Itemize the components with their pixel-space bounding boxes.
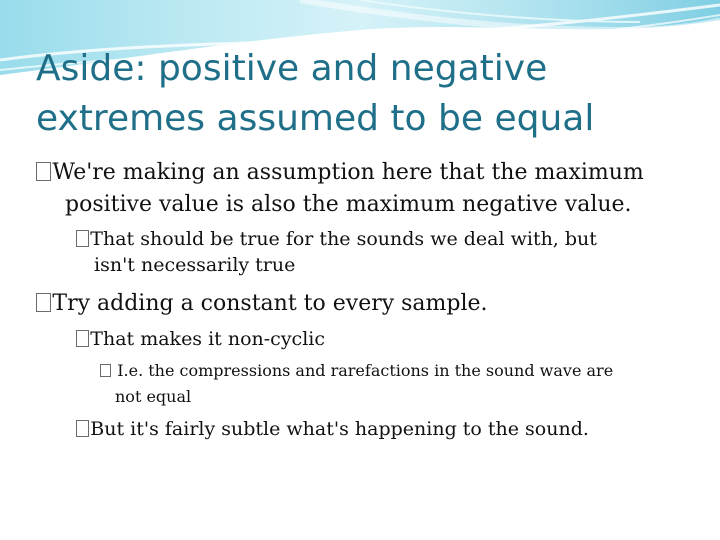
bullet-2: Try adding a constant to every sample. [36,288,488,320]
bullet-marker-icon [36,162,51,181]
bullet-marker-icon [76,330,89,346]
title-line-1: Aside: positive and negative [36,48,548,89]
title-line-2: extremes assumed to be equal [36,98,595,139]
bullet-1: We're making an assumption here that the maximum positive value is also the maximum negative value. [36,157,644,221]
bullet-2-sub-2: But it's fairly subtle what's happening to the sound. [76,416,589,442]
bullet-2-sub-1: That makes it non-cyclic [76,326,325,352]
bullet-marker-icon [100,364,111,378]
bullet-2-sub-sub-1: I.e. the compressions and rarefactions in the sound wave are not equal [100,358,613,410]
slide-title [36,44,696,144]
bullet-marker-icon [36,293,51,312]
bullet-marker-icon [76,420,89,436]
bullet-1-sub-1: That should be true for the sounds we deal with, but isn't necessarily true [76,226,597,278]
bullet-marker-icon [76,230,89,246]
